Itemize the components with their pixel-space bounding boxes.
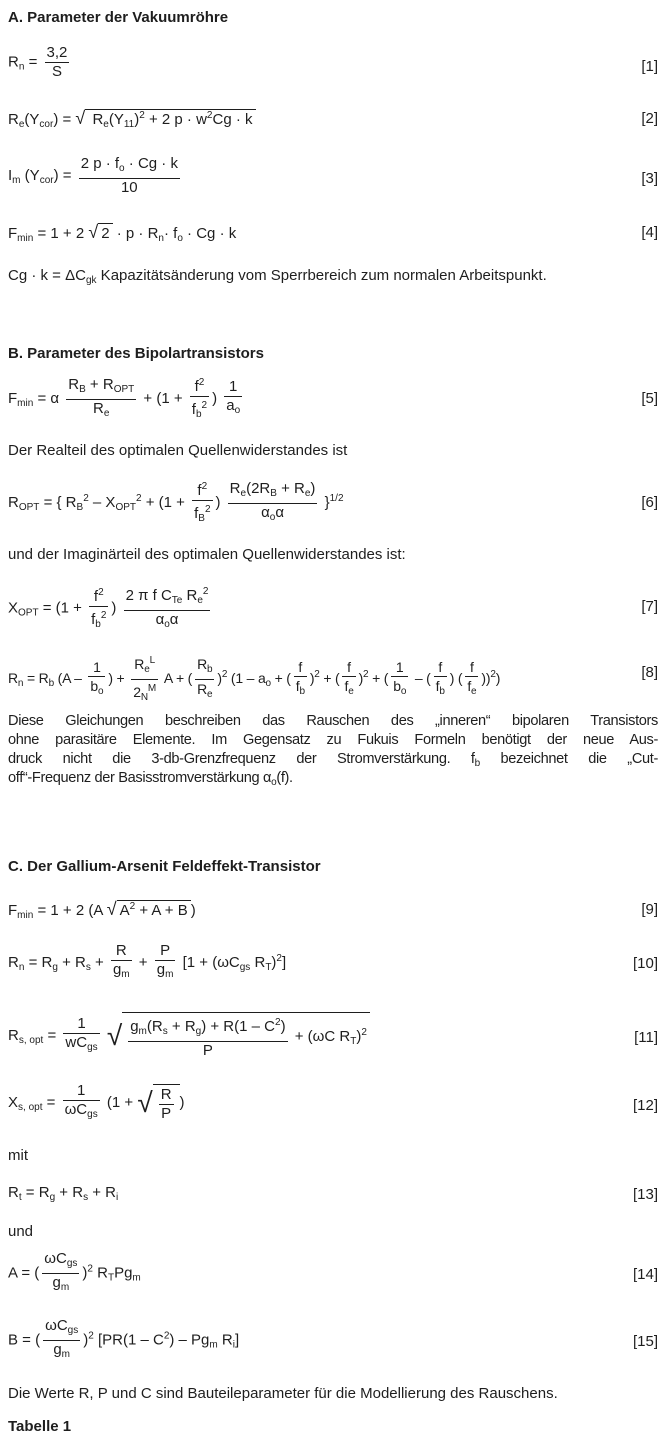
- section-a-note: $Cg \cdot k = \Delta C_{gk}$ Kapazitätsänderung vom Sperrbereich zum normalen Arbeitspunkt.: [8, 267, 547, 286]
- equation-1: $R_n$ = $\frac{3,2}{S}$: [8, 44, 68, 80]
- equation-4: $F_{min} = 1 + 2$ √ $2 \cdot p \cdot R_n\cdot f_o \cdot Cg \cdot k$: [8, 222, 237, 244]
- b-description-line-2: ohne parasitäre Elemente. Im Gegensatz zu Fukuis Formeln benötigt der neue Aus-: [8, 732, 658, 748]
- equation-10: $R_n = R_g + R_s$ + $\frac{R}{g_m}$ + $\frac{P}{g_m}$ [$1 + (\omega C_{gs}$ $R_T)^2$]: [8, 942, 287, 980]
- section-b-title: B. Parameter des Bipolartransistors: [8, 345, 264, 362]
- equation-6: $R_{OPT}$ = { $R_B^2 - X_{OPT}^2 + (1$ + $\frac{f^2}{f_B^2}$ ) $\frac{R_e(2R_B + R_e)}{\alpha_o\alpha}$ }$^{1/2}$: [8, 479, 344, 524]
- equation-number-7: [7]: [641, 598, 658, 615]
- equation-number-6: [6]: [641, 494, 658, 511]
- c-description: Die Werte R, P und C sind Bauteileparameter für die Modellierung des Rauschens.: [8, 1385, 558, 1402]
- equation-15: B = ( $\frac{\omega C_{gs}}{g_m}$ )$^2$ [$PR(1 - C^2) - Pg_m$ $R_i$]: [8, 1317, 240, 1360]
- b-description-line-1: Diese Gleichungen beschreiben das Rauschen des „inneren“ bipolaren Transistors: [8, 713, 658, 729]
- equation-2: $R_e(Y_{cor})$ = √ $R_e(Y_{11})^2 + 2$ $p \cdot w^2Cg \cdot k$: [8, 108, 256, 130]
- equation-12: $X_{s, opt}$ = $\frac{1}{\omega C_{gs}}$ (1 + √ $\frac{R}{P}$ ): [8, 1082, 185, 1122]
- equation-14: A = ( $\frac{\omega C_{gs}}{g_m}$ )$^2$ $R_TPg_m$: [8, 1250, 141, 1293]
- equation-number-11: [11]: [634, 1029, 658, 1046]
- equation-8: $R_n = R_b$ (A – $\frac{1}{b_o}$ ) + $\frac{R_e^L}{2_N^M}$ A + ( $\frac{R_b}{R_e}$ )$^2$ ($1 - a_o$ + ( $\frac{f}{f_b}$ )$^2$ + ( $\frac{f}{f_e}$ )$^2$ + ( $\frac{1}{b_o}$ – ( $\frac{f}{f_b}$ ) ( $\frac{f}{f_e}$ ))$^2$): [8, 652, 500, 707]
- equation-number-5: [5]: [641, 390, 658, 407]
- equation-3: $I_m$ $(Y_{cor})$ = $\frac{2 p \cdot f_o \cdot Cg \cdot k}{10}$: [8, 155, 178, 196]
- c-mit-text: mit: [8, 1147, 28, 1164]
- equation-number-9: [9]: [641, 901, 658, 918]
- equation-number-4: [4]: [641, 224, 658, 241]
- equation-11: $R_{s, opt}$ = $\frac{1}{wC_{gs}}$ √ $\frac{g_m(R_s + R_g) + R(1 - C^2)}{P}$ + (ωC $R_T)^2$: [8, 1012, 370, 1060]
- equation-number-15: [15]: [632, 1333, 658, 1350]
- equation-number-10: [10]: [632, 955, 658, 972]
- b-real-part-text: Der Realteil des optimalen Quellenwiderstandes ist: [8, 442, 348, 459]
- equation-number-8: [8]: [641, 664, 658, 681]
- equation-number-2: [2]: [641, 110, 658, 127]
- equation-13: $R_t = R_g + R_s + R_i$: [8, 1184, 119, 1203]
- equation-number-3: [3]: [641, 170, 658, 187]
- b-description-line-4: off“-Frequenz der Basisstromverstärkung $\alpha_o(f)$.: [8, 770, 293, 788]
- b-description-line-3: druck nicht die 3-db-Grenzfrequenz der Stromverstärkung. $f_b$ bezeichnet die „Cut-: [8, 751, 658, 769]
- table-caption: Tabelle 1: [8, 1418, 72, 1435]
- equation-5: $F_{min} = \alpha$ $\frac{R_B + R_{OPT}}{R_e}$ + (1 + $\frac{f^2}{f_b^2}$ ) $\frac{1}{a_o}$: [8, 375, 241, 420]
- equation-number-14: [14]: [632, 1266, 658, 1283]
- equation-number-12: [12]: [632, 1097, 658, 1114]
- section-a-title: A. Parameter der Vakuumröhre: [8, 9, 229, 26]
- equation-number-1: [1]: [641, 58, 658, 75]
- b-imag-part-text: und der Imaginärteil des optimalen Quellenwiderstandes ist:: [8, 546, 406, 563]
- c-und-text: und: [8, 1223, 34, 1240]
- equation-9: $F_{min} = 1 + 2$ (A √ $A^2 + A + B$ ): [8, 899, 196, 921]
- equation-number-13: [13]: [632, 1186, 658, 1203]
- section-c-title: C. Der Gallium-Arsenit Feldeffekt-Transistor: [8, 858, 321, 875]
- equation-7: $X_{OPT} = (1$ + $\frac{f^2}{f_b^2}$ ) $\frac{2 \pi f C_{Te} R_e^2}{\alpha_o\alpha}$: [8, 583, 213, 634]
